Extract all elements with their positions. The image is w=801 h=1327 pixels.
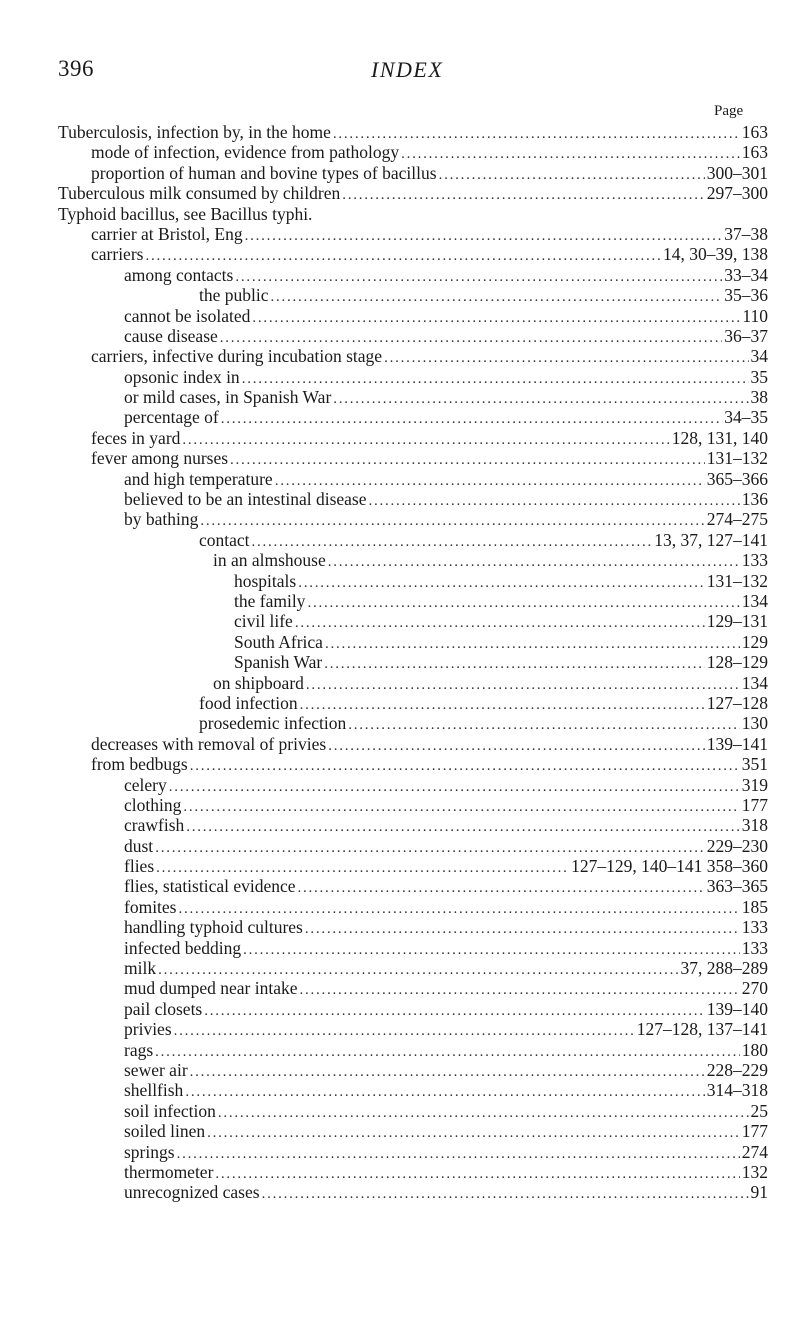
index-entry — [58, 407, 768, 427]
dot-leader — [158, 960, 678, 980]
dot-leader — [295, 613, 705, 633]
dot-leader — [190, 756, 740, 776]
entry-term: fever among nurses — [91, 448, 229, 469]
dot-leader — [252, 308, 740, 328]
dot-leader — [307, 593, 739, 613]
index-entry — [58, 571, 768, 591]
entry-term: cause disease — [124, 325, 218, 346]
index-entry — [58, 1142, 768, 1162]
dot-leader — [325, 634, 740, 654]
dot-leader — [200, 511, 704, 531]
dot-leader — [298, 878, 705, 898]
dot-leader — [183, 797, 739, 817]
entry-term: Spanish War — [234, 652, 323, 673]
entry-term: crawfish — [124, 815, 185, 836]
index-entry — [58, 224, 768, 244]
entry-pages: 34–35 — [724, 407, 768, 428]
dot-leader — [174, 1021, 635, 1041]
index-entry — [58, 999, 768, 1019]
entry-term: sewer air — [124, 1059, 188, 1080]
index-entry — [58, 346, 768, 366]
entry-term: among contacts — [124, 264, 234, 285]
entry-term: the family — [234, 590, 306, 611]
dot-leader — [179, 899, 740, 919]
index-entry — [58, 1040, 768, 1060]
dot-leader — [333, 124, 740, 144]
entry-pages: 180 — [741, 1039, 768, 1060]
dot-leader — [300, 980, 740, 1000]
entry-term: civil life — [234, 611, 293, 632]
index-entry — [58, 163, 768, 183]
index-entry — [58, 632, 768, 652]
entry-term: South Africa — [234, 631, 323, 652]
entry-term: mud dumped near intake — [124, 978, 298, 999]
entry-pages: 34 — [750, 346, 768, 367]
dot-leader — [230, 450, 705, 470]
dot-leader — [235, 267, 722, 287]
dot-leader — [298, 573, 705, 593]
entry-term: handling typhoid cultures — [124, 917, 303, 938]
index-entry — [58, 387, 768, 407]
entry-pages: 128–129 — [706, 652, 768, 673]
index-entry — [58, 958, 768, 978]
entry-pages: 130 — [741, 713, 768, 734]
index-entry — [58, 795, 768, 815]
index-entry — [58, 754, 768, 774]
dot-leader — [305, 919, 740, 939]
index-entry — [58, 469, 768, 489]
entry-term: dust — [124, 835, 154, 856]
entry-term: in an almshouse — [213, 550, 326, 571]
entry-term: mode of infection, evidence from pathology — [91, 142, 400, 163]
dot-leader — [333, 389, 748, 409]
entry-term: from bedbugs — [91, 754, 188, 775]
entry-term: Typhoid bacillus, see Bacillus typhi. — [58, 203, 313, 224]
entry-pages: 36–37 — [724, 325, 768, 346]
entry-term: clothing — [124, 794, 182, 815]
index-entry — [58, 1162, 768, 1182]
page-number: 396 — [58, 56, 94, 81]
entry-pages: 133 — [741, 937, 768, 958]
entry-pages: 185 — [741, 896, 768, 917]
dot-leader — [342, 185, 705, 205]
entry-pages: 136 — [741, 489, 768, 510]
index-entry — [58, 652, 768, 672]
dot-leader — [252, 532, 653, 552]
index-entry — [58, 978, 768, 998]
dot-leader — [204, 1001, 705, 1021]
dot-leader — [384, 348, 748, 368]
index-entry — [58, 244, 768, 264]
entry-term: thermometer — [124, 1161, 214, 1182]
entry-term: privies — [124, 1019, 172, 1040]
index-entry — [58, 938, 768, 958]
entry-pages: 177 — [741, 1121, 768, 1142]
index-entry — [58, 530, 768, 550]
index-entry — [58, 1019, 768, 1039]
entry-pages: 38 — [750, 387, 768, 408]
dot-leader — [145, 246, 661, 266]
index-entry — [58, 917, 768, 937]
entry-term: fomites — [124, 896, 177, 917]
entry-pages: 13, 37, 127–141 — [654, 529, 768, 550]
entry-term: pail closets — [124, 998, 203, 1019]
dot-leader — [155, 838, 705, 858]
entry-term: by bathing — [124, 509, 199, 530]
entry-term: flies, statistical evidence — [124, 876, 296, 897]
entry-pages: 229–230 — [706, 835, 768, 856]
index-entries — [58, 122, 768, 1203]
index-entry — [58, 1101, 768, 1121]
entry-pages: 177 — [741, 794, 768, 815]
index-entry — [58, 713, 768, 733]
entry-term: flies — [124, 856, 155, 877]
index-entry — [58, 1060, 768, 1080]
entry-term: carrier at Bristol, Eng — [91, 223, 243, 244]
entry-pages: 134 — [741, 672, 768, 693]
entry-pages: 314–318 — [706, 1080, 768, 1101]
entry-pages: 134 — [741, 590, 768, 611]
dot-leader — [186, 817, 739, 837]
dot-leader — [306, 675, 740, 695]
entry-term: Tuberculosis, infection by, in the home — [58, 122, 331, 142]
dot-leader — [185, 1082, 704, 1102]
index-entry — [58, 142, 768, 162]
running-head: INDEX — [371, 57, 444, 82]
dot-leader — [245, 226, 723, 246]
entry-pages: 127–128 — [706, 692, 768, 713]
entry-pages: 297–300 — [706, 183, 768, 204]
entry-pages: 139–140 — [706, 998, 768, 1019]
entry-pages: 129–131 — [706, 611, 768, 632]
entry-pages: 365–366 — [706, 468, 768, 489]
dot-leader — [215, 1164, 739, 1184]
index-entry — [58, 204, 768, 224]
page-header — [58, 56, 758, 86]
entry-term: on shipboard — [213, 672, 304, 693]
index-entry — [58, 734, 768, 754]
entry-term: proportion of human and bovine types of bacillus — [91, 162, 437, 183]
index-entry — [58, 183, 768, 203]
dot-leader — [169, 777, 740, 797]
entry-term: soiled linen — [124, 1121, 206, 1142]
index-entry — [58, 1121, 768, 1141]
entry-pages: 274–275 — [706, 509, 768, 530]
dot-leader — [242, 369, 749, 389]
dot-leader — [275, 471, 705, 491]
dot-leader — [190, 1062, 705, 1082]
entry-term: rags — [124, 1039, 154, 1060]
entry-pages: 25 — [750, 1100, 768, 1121]
entry-term: feces in yard — [91, 427, 181, 448]
entry-term: decreases with removal of privies — [91, 733, 327, 754]
entry-pages: 128, 131, 140 — [671, 427, 768, 448]
dot-leader — [177, 1144, 740, 1164]
entry-pages: 91 — [750, 1182, 768, 1203]
index-entry — [58, 428, 768, 448]
entry-pages: 131–132 — [706, 570, 768, 591]
entry-pages: 33–34 — [724, 264, 768, 285]
entry-pages: 37–38 — [724, 223, 768, 244]
dot-leader — [182, 430, 669, 450]
dot-leader — [220, 328, 722, 348]
index-entry — [58, 611, 768, 631]
entry-term: and high temperature — [124, 468, 273, 489]
index-entry — [58, 1080, 768, 1100]
entry-term: shellfish — [124, 1080, 184, 1101]
entry-term: cannot be isolated — [124, 305, 251, 326]
entry-pages: 270 — [741, 978, 768, 999]
entry-pages: 274 — [741, 1141, 768, 1162]
dot-leader — [348, 715, 740, 735]
index-entry — [58, 265, 768, 285]
dot-leader — [262, 1184, 749, 1204]
dot-leader — [155, 1042, 740, 1062]
entry-term: believed to be an intestinal disease — [124, 489, 367, 510]
entry-pages: 35 — [750, 366, 768, 387]
index-entry — [58, 836, 768, 856]
dot-leader — [156, 858, 569, 878]
entry-pages: 37, 288–289 — [680, 958, 768, 979]
entry-pages: 133 — [741, 550, 768, 571]
dot-leader — [300, 695, 705, 715]
entry-term: celery — [124, 774, 167, 795]
entry-term: springs — [124, 1141, 175, 1162]
page-column-label: Page — [714, 103, 744, 119]
entry-pages: 363–365 — [706, 876, 768, 897]
entry-pages: 129 — [741, 631, 768, 652]
entry-pages: 133 — [741, 917, 768, 938]
entry-pages: 300–301 — [706, 162, 768, 183]
index-entry — [58, 550, 768, 570]
entry-pages: 139–141 — [706, 733, 768, 754]
entry-term: prosedemic infection — [199, 713, 347, 734]
entry-term: opsonic index in — [124, 366, 240, 387]
index-entry — [58, 876, 768, 896]
dot-leader — [328, 736, 705, 756]
index-entry — [58, 285, 768, 305]
entry-pages: 131–132 — [706, 448, 768, 469]
entry-pages: 127–128, 137–141 — [636, 1019, 768, 1040]
index-entry — [58, 1182, 768, 1202]
entry-term: Tuberculous milk consumed by children — [58, 183, 341, 204]
entry-term: or mild cases, in Spanish War — [124, 387, 332, 408]
index-entry — [58, 448, 768, 468]
dot-leader — [401, 144, 740, 164]
entry-pages: 14, 30–39, 138 — [663, 244, 768, 265]
entry-term: milk — [124, 958, 157, 979]
entry-pages: 110 — [742, 305, 768, 326]
index-entry — [58, 775, 768, 795]
entry-pages: 127–129, 140–141 358–360 — [571, 856, 768, 877]
index-entry — [58, 367, 768, 387]
entry-term: percentage of — [124, 407, 219, 428]
dot-leader — [439, 165, 705, 185]
entry-pages: 318 — [741, 815, 768, 836]
index-entry — [58, 306, 768, 326]
dot-leader — [328, 552, 740, 572]
index-entry — [58, 897, 768, 917]
entry-term: food infection — [199, 692, 298, 713]
dot-leader — [218, 1103, 749, 1123]
entry-term: the public — [199, 285, 269, 306]
index-entry — [58, 673, 768, 693]
entry-term: unrecognized cases — [124, 1182, 260, 1203]
entry-term: carriers — [91, 244, 144, 265]
entry-pages: 319 — [741, 774, 768, 795]
entry-pages: 163 — [741, 122, 768, 142]
entry-pages: 228–229 — [706, 1059, 768, 1080]
index-entry — [58, 122, 768, 142]
entry-term: infected bedding — [124, 937, 242, 958]
entry-term: hospitals — [234, 570, 297, 591]
dot-leader — [221, 409, 723, 429]
dot-leader — [243, 940, 740, 960]
entry-pages: 132 — [741, 1161, 768, 1182]
entry-pages: 163 — [741, 142, 768, 163]
dot-leader — [207, 1123, 740, 1143]
dot-leader — [369, 491, 740, 511]
index-entry — [58, 591, 768, 611]
entry-term: contact — [199, 529, 250, 550]
entry-term: carriers, infective during incubation stage — [91, 346, 383, 367]
dot-leader — [271, 287, 723, 307]
index-entry — [58, 815, 768, 835]
index-entry — [58, 509, 768, 529]
index-entry — [58, 489, 768, 509]
entry-pages: 351 — [741, 754, 768, 775]
index-entry — [58, 693, 768, 713]
index-entry — [58, 856, 768, 876]
dot-leader — [324, 654, 705, 674]
index-entry — [58, 326, 768, 346]
entry-pages: 35–36 — [724, 285, 768, 306]
entry-term: soil infection — [124, 1100, 216, 1121]
